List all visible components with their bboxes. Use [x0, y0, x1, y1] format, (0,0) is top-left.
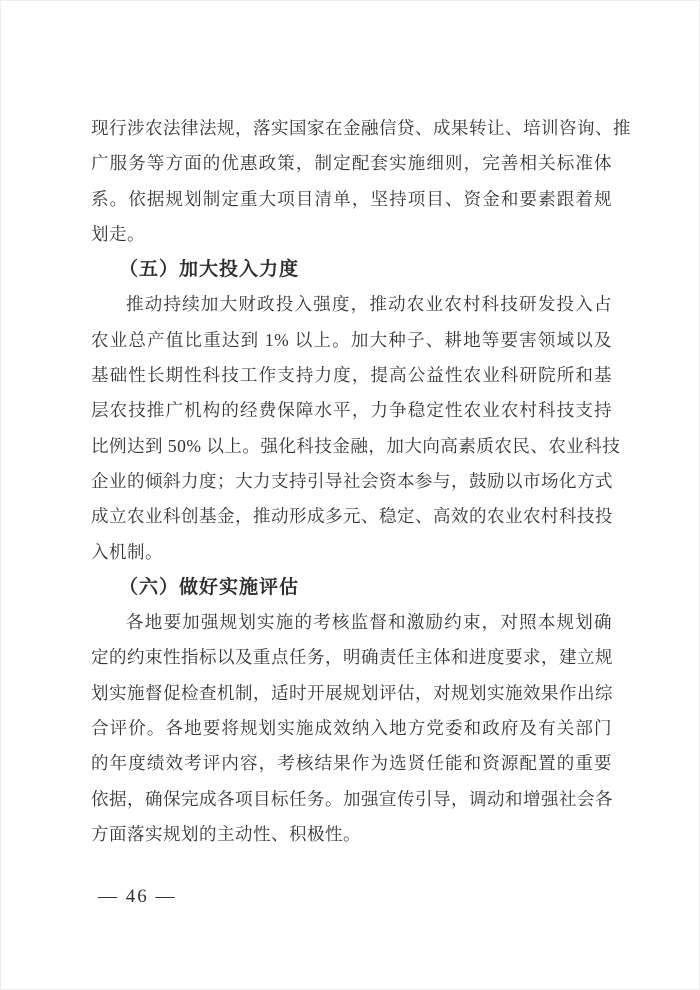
section-heading-6: （六）做好实施评估	[119, 576, 300, 598]
body-line: 农业总产值比重达到 1% 以上。加大种子、耕地等要害领域以及	[91, 329, 612, 350]
paragraph-continuation	[91, 111, 631, 252]
body-line: 入机制。	[91, 541, 163, 562]
body-line: 定的约束性指标以及重点任务，明确责任主体和进度要求，建立规	[91, 647, 613, 668]
document-content	[91, 111, 631, 852]
paragraph-section-6	[91, 605, 612, 852]
section-heading-5: （五）加大投入力度	[119, 259, 300, 281]
body-line: 各地要加强规划实施的考核监督和激励约束，对照本规划确	[126, 612, 612, 633]
body-line: 层农技推广机构的经费保障水平，力争稳定性农业农村科技支持	[91, 400, 612, 421]
page-footer	[98, 885, 177, 909]
body-line: 成立农业科创基金，推动形成多元、稳定、高效的农业农村科技投	[91, 506, 613, 527]
paragraph-section-5	[91, 287, 621, 569]
body-line: 方面落实规划的主动性、积极性。	[91, 823, 361, 844]
body-line: 划走。	[91, 223, 145, 244]
body-line: 划实施督促检查机制，适时开展规划评估，对规划实施效果作出综	[91, 682, 613, 703]
body-line: 推动持续加大财政投入强度，推动农业农村科技研发投入占	[126, 294, 612, 315]
body-line: 基础性长期性科技工作支持力度，提高公益性农业科研院所和基	[91, 365, 612, 386]
page-number: — 46 —	[98, 886, 177, 907]
body-line: 企业的倾斜力度；大力支持引导社会资本参与，鼓励以市场化方式	[91, 470, 613, 491]
body-line: 依据，确保完成各项目标任务。加强宣传引导，调动和增强社会各	[91, 788, 613, 809]
body-line: 系。依据规划制定重大项目清单，坚持项目、资金和要素跟着规	[91, 188, 612, 209]
body-line: 的年度绩效考评内容，考核结果作为选贤任能和资源配置的重要	[91, 753, 612, 774]
body-line: 合评价。各地要将规划实施成效纳入地方党委和政府及有关部门	[91, 718, 612, 739]
body-line: 现行涉农法律法规，落实国家在金融信贷、成果转让、培训咨询、推	[91, 118, 631, 138]
body-line: 广服务等方面的优惠政策，制定配套实施细则，完善相关标准体	[91, 153, 612, 174]
body-line: 比例达到 50% 以上。强化科技金融，加大向高素质农民、农业科技	[91, 435, 621, 456]
